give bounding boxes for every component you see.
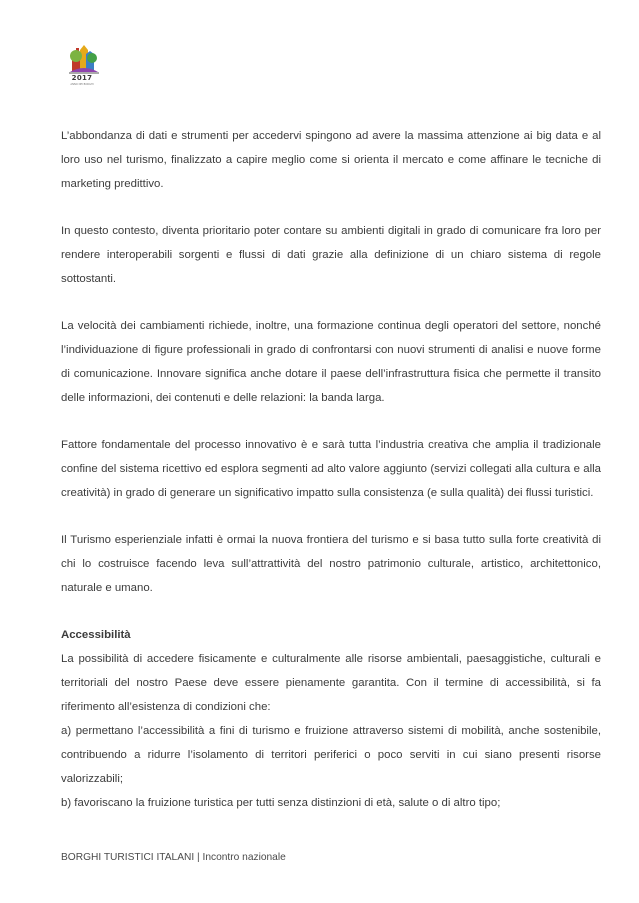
- paragraph-experiential-tourism: Il Turismo esperienziale infatti è ormai la nuova frontiera del turismo e si basa tutto sulla forte creatività di chi lo costruisce facendo leva sull’attrattività del nostro patrimonio culturale, artistico, architettonico, naturale e umano.: [61, 534, 601, 594]
- paragraph-digital-environments: In questo contesto, diventa prioritario poter contare su ambienti digitali in grado di comunicare fra loro per rendere interoperabili sorgenti e flussi di dati grazie alla definizione di un chiaro sistema di regole sottostanti.: [61, 225, 601, 285]
- paragraph-accessibility-intro: La possibilità di accedere fisicamente e culturalmente alle risorse ambientali, paesaggistiche, culturali e territoriali del nostro Paese deve essere pienamente garantita. Con il termine di accessibilità, si fa riferimento all’esistenza di condizioni che:: [61, 653, 601, 713]
- page-footer: BORGHI TURISTICI ITALANI | Incontro nazionale: [61, 852, 286, 863]
- list-item-b: b) favoriscano la fruizione turistica per tutti senza distinzioni di età, salute o di altro tipo;: [61, 797, 501, 809]
- logo-subtitle: ANNO DEI BORGHI: [70, 83, 94, 86]
- document-body: [61, 124, 601, 815]
- paragraph-creative-industry: Fattore fondamentale del processo innovativo è e sarà tutta l’industria creativa che amplia il tradizionale confine del sistema ricettivo ed esplora segmenti ad alto valore aggiunto (servizi collegati alla cultura e alla creatività) in grado di generare un significativo impatto sulla consistenza (e sulla qualità) dei flussi turistici.: [61, 439, 601, 499]
- list-item-a: a) permettano l’accessibilità a fini di turismo e fruizione attraverso sistemi di mobilità, anche sostenibile, contribuendo a ridurre l’isolamento di territori periferici o poco serviti in cui siano presenti risorse valorizzabili;: [61, 725, 601, 785]
- paragraph-big-data: L’abbondanza di dati e strumenti per accedervi spingono ad avere la massima attenzione ai big data e al loro uso nel turismo, finalizzato a capire meglio come si orienta il mercato e come affinare le tecniche di marketing predittivo.: [61, 130, 601, 190]
- logo-year: 2017: [71, 74, 93, 82]
- logo-emblem: [64, 42, 104, 76]
- paragraph-training: La velocità dei cambiamenti richiede, inoltre, una formazione continua degli operatori del settore, nonché l’individuazione di figure professionali in grado di confrontarsi con nuovi strumenti di analisi e nuove forme di comunicazione. Innovare significa anche dotare il paese dell’infrastruttura fisica che permette il transito delle informazioni, dei contenuti e delle relazioni: la banda larga.: [61, 320, 601, 404]
- section-heading-accessibility: Accessibilità: [61, 629, 131, 641]
